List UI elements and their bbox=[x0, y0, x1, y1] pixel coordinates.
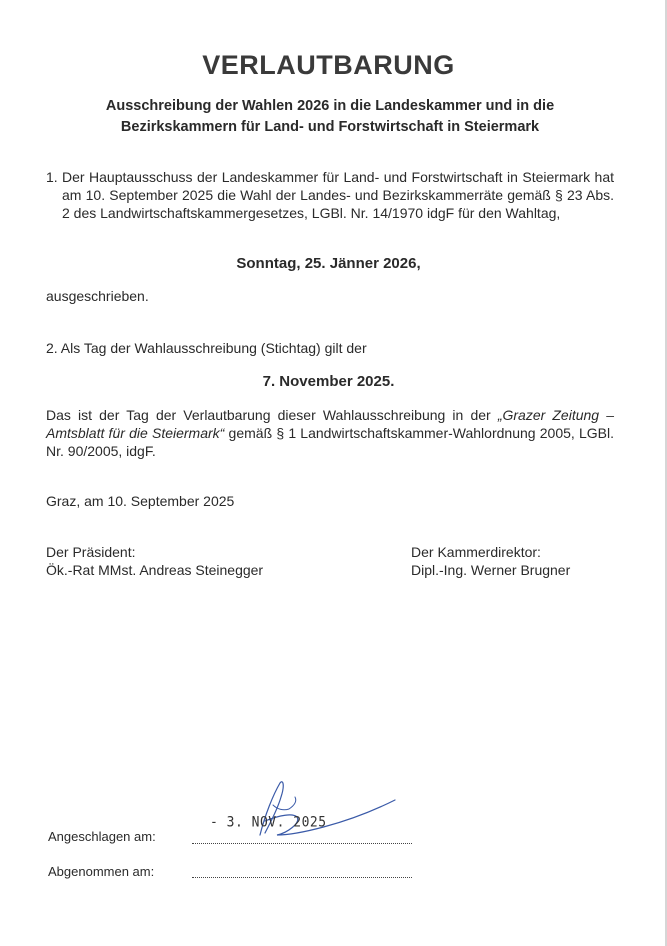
item-3-publication: „Grazer Zeitung – Amtsblatt für die Steiermark“ bbox=[46, 407, 614, 441]
removed-date-line bbox=[192, 877, 412, 878]
item-2-text: 2. Als Tag der Wahlausschreibung (Stichtag) gilt der bbox=[46, 340, 367, 356]
signatory-left-name: Ök.-Rat MMst. Andreas Steinegger bbox=[46, 562, 264, 578]
subtitle-line-1: Ausschreibung der Wahlen 2026 in die Landeskammer und in die bbox=[105, 98, 555, 114]
handwritten-signature bbox=[225, 775, 425, 845]
signatory-left-role: Der Präsident: bbox=[46, 544, 136, 560]
item-1-text: Der Hauptausschuss der Landeskammer für Land- und Forstwirtschaft in Steiermark hat am 10. September 2025 die Wahl der Landes- und Bezirkskammerräte gemäß § 23 Abs. 2 des Landwirtschaftskammergesetzes, LGBl. Nr. 14/1970 idgF für den Wahltag, bbox=[62, 169, 614, 221]
signatory-right-role: Der Kammerdirektor: bbox=[411, 544, 541, 560]
item-1 bbox=[46, 168, 614, 222]
election-date: Sonntag, 25. Jänner 2026, bbox=[236, 255, 421, 272]
signatory-right bbox=[411, 543, 570, 579]
removed-label: Abgenommen am: bbox=[48, 864, 155, 879]
subtitle-line-2: Bezirkskammern für Land- und Forstwirtschaft in Steiermark bbox=[120, 119, 540, 135]
item-3-text-before: Das ist der Tag der Verlautbarung dieser Wahlausschreibung in der bbox=[46, 407, 498, 423]
place-date: Graz, am 10. September 2025 bbox=[46, 493, 235, 509]
document-title: VERLAUTBARUNG bbox=[202, 50, 455, 80]
posted-date-stamp: - 3. NOV. 2025 bbox=[210, 814, 327, 831]
document-subtitle bbox=[60, 96, 600, 138]
item-3-text-after: gemäß § 1 Landwirtschaftskammer-Wahlordnung 2005, LGBl. Nr. 90/2005, idgF. bbox=[46, 425, 615, 459]
reference-date: 7. November 2025. bbox=[262, 373, 395, 390]
item-1-closing: ausgeschrieben. bbox=[46, 288, 149, 304]
signatory-left bbox=[46, 543, 263, 579]
signatory-right-name: Dipl.-Ing. Werner Brugner bbox=[411, 562, 571, 578]
item-3-paragraph bbox=[46, 406, 614, 460]
posted-date-line bbox=[192, 843, 412, 844]
posted-label: Angeschlagen am: bbox=[48, 829, 156, 844]
item-1-number: 1. bbox=[46, 169, 58, 185]
